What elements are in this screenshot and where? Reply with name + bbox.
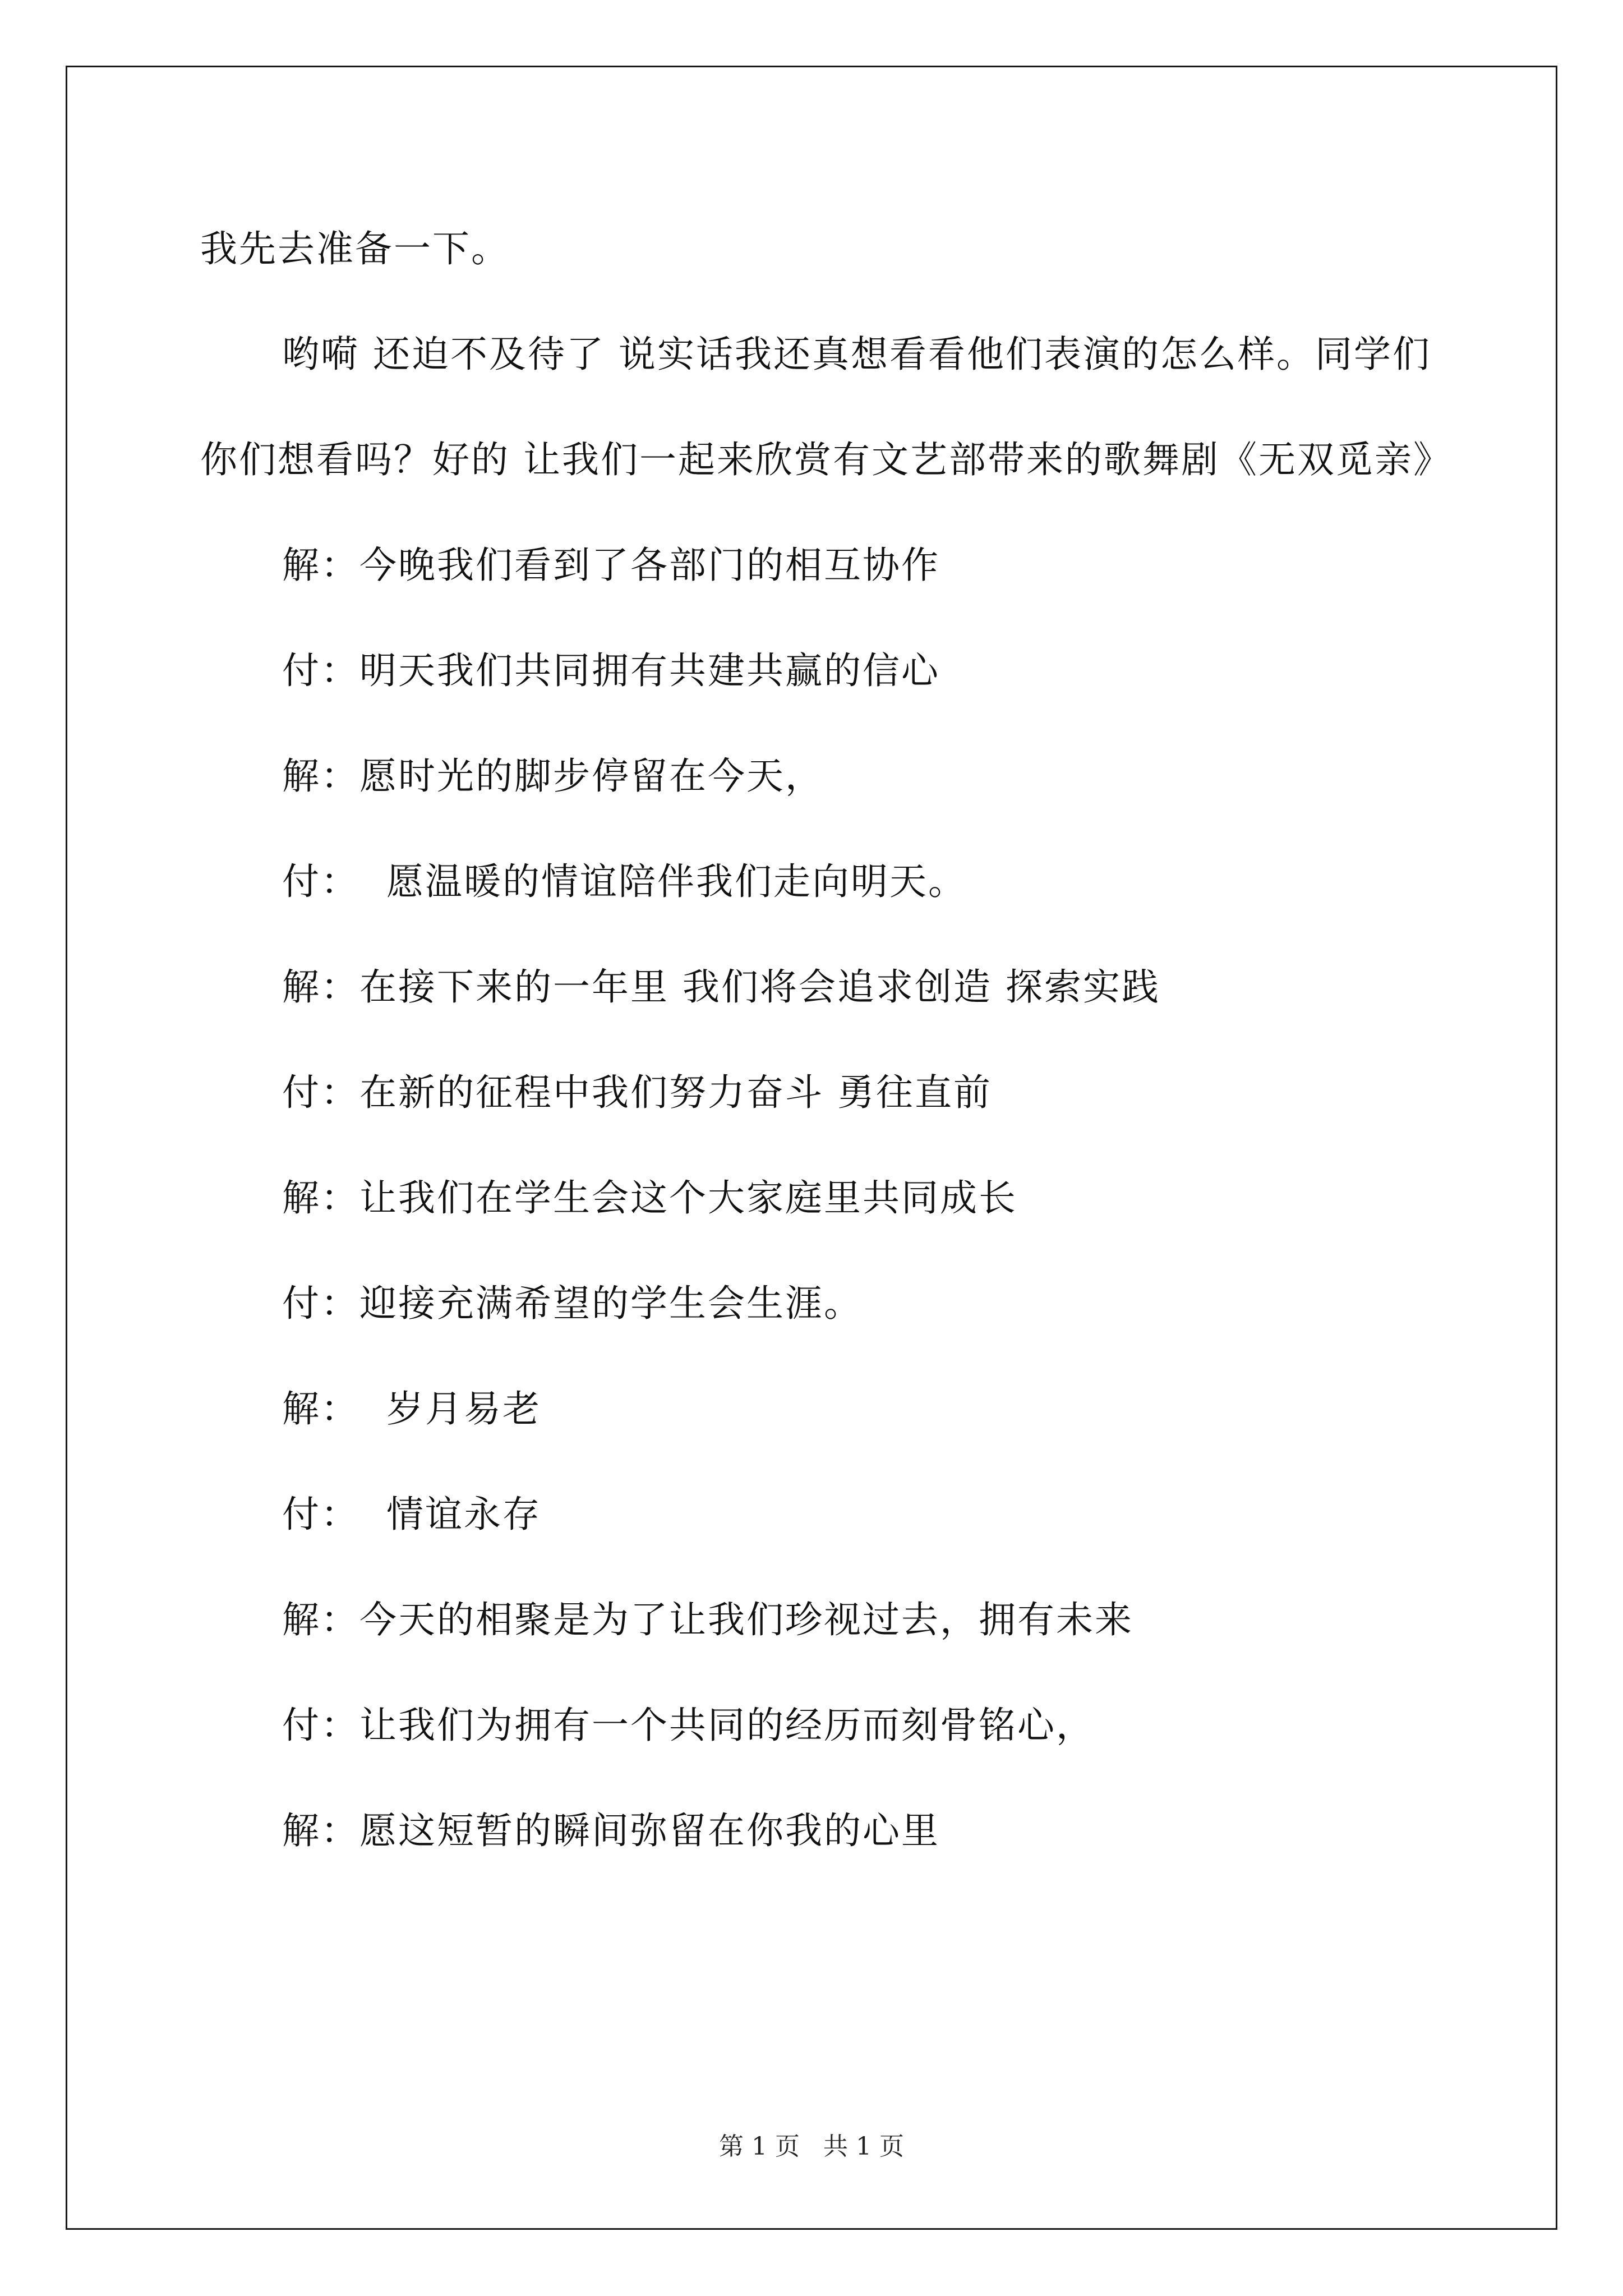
document-body bbox=[200, 222, 1452, 1884]
paragraph-opening: 我先去准备一下。 bbox=[200, 227, 510, 270]
dialogue-line: 解：让我们在学生会这个大家庭里共同成长 bbox=[282, 1176, 1017, 1220]
dialogue-line: 付：明天我们共同拥有共建共赢的信心 bbox=[282, 649, 940, 692]
dialogue-line: 付：迎接充满希望的学生会生涯。 bbox=[282, 1282, 863, 1325]
dialogue-line: 解：愿这短暂的瞬间弥留在你我的心里 bbox=[282, 1809, 940, 1852]
dialogue-line: 解：今天的相聚是为了让我们珍视过去，拥有未来 bbox=[282, 1598, 1133, 1641]
dialogue-line: 付： 愿温暖的情谊陪伴我们走向明天。 bbox=[282, 860, 967, 903]
page-number-footer: 第 1 页 共 1 页 bbox=[719, 2132, 904, 2161]
paragraph-performance-intro: 哟嗬 还迫不及待了 说实话我还真想看看他们表演的怎么样。同学们你们想看吗？好的 让我们一起来欣赏有文艺部带来的歌舞剧《无双觅亲》 bbox=[200, 333, 1452, 481]
dialogue-line: 解：今晚我们看到了各部门的相互协作 bbox=[282, 544, 940, 587]
dialogue-line: 解：愿时光的脚步停留在今天， bbox=[282, 754, 824, 798]
dialogue-line: 付：在新的征程中我们努力奋斗 勇往直前 bbox=[282, 1071, 992, 1114]
dialogue-line: 解：在接下来的一年里 我们将会追求创造 探索实践 bbox=[282, 965, 1160, 1009]
dialogue-line: 解： 岁月易老 bbox=[282, 1387, 541, 1430]
dialogue-line: 付： 情谊永存 bbox=[282, 1493, 541, 1536]
dialogue-line: 付：让我们为拥有一个共同的经历而刻骨铭心， bbox=[282, 1704, 1095, 1747]
